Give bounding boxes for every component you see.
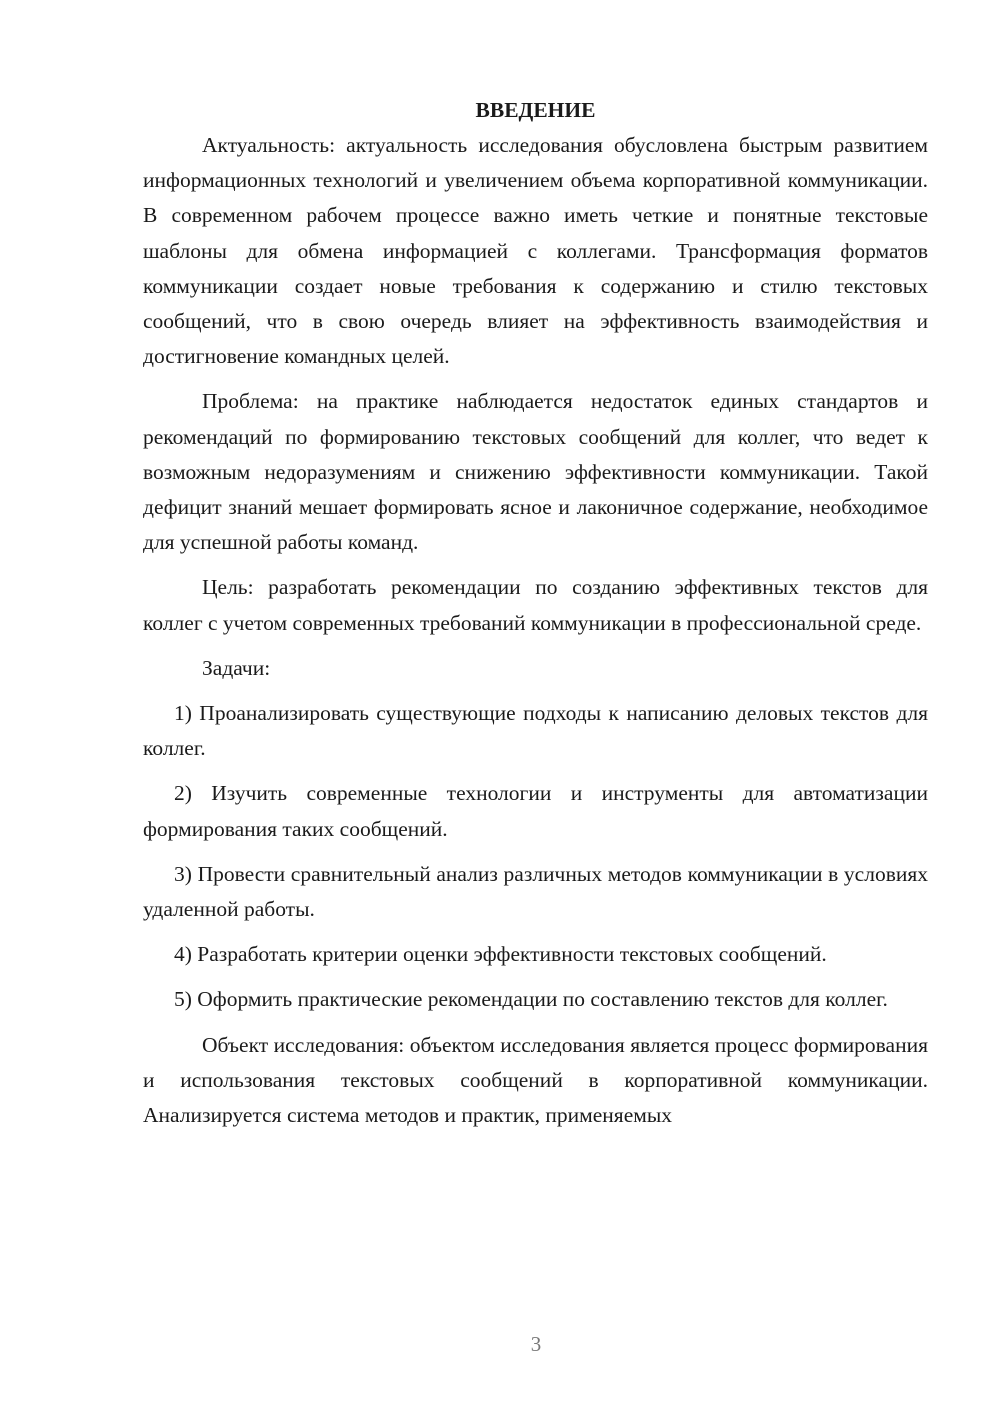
goal-paragraph: Цель: разработать рекомендации по созданию эффективных текстов для коллег с учетом современных требований коммуникации в профессиональной среде.: [143, 575, 928, 635]
task-item: 1) Проанализировать существующие подходы к написанию деловых текстов для коллег.: [143, 701, 928, 761]
task-item: 5) Оформить практические рекомендации по составлению текстов для коллег.: [174, 987, 888, 1012]
task-item: 2) Изучить современные технологии и инструменты для автоматизации формирования таких сообщений.: [143, 781, 928, 841]
task-item: 4) Разработать критерии оценки эффективности текстовых сообщений.: [174, 942, 827, 967]
problem-paragraph: Проблема: на практике наблюдается недостаток единых стандартов и рекомендаций по формированию текстовых сообщений для коллег, что ведет к возможным недоразумениям и снижению эффективности коммуникации. Такой дефицит знаний мешает формировать ясное и лаконичное содержание, необходимое для успешной работы команд.: [143, 389, 928, 555]
task-item: 3) Провести сравнительный анализ различных методов коммуникации в условиях удаленной работы.: [143, 861, 928, 922]
relevance-paragraph: Актуальность: актуальность исследования обусловлена быстрым развитием информационных технологий и увеличением объема корпоративной коммуникации. В современном рабочем процессе важно иметь четкие и понятные текстовые шаблоны для обмена информацией с коллегами. Трансформация форматов коммуникации создает новые требования к содержанию и стилю текстовых сообщений, что в свою очередь влияет на эффективность взаимодействия и достигновение командных целей.: [143, 133, 928, 369]
document-page: [143, 93, 928, 1143]
tasks-label: Задачи:: [202, 655, 271, 680]
section-heading: ВВЕДЕНИЕ: [475, 98, 596, 122]
page-number: 3: [530, 1332, 542, 1356]
object-paragraph: Объект исследования: объектом исследования является процесс формирования и использования текстовых сообщений в корпоративной коммуникации. Анализируется система методов и практик, применяемых: [143, 1032, 928, 1128]
